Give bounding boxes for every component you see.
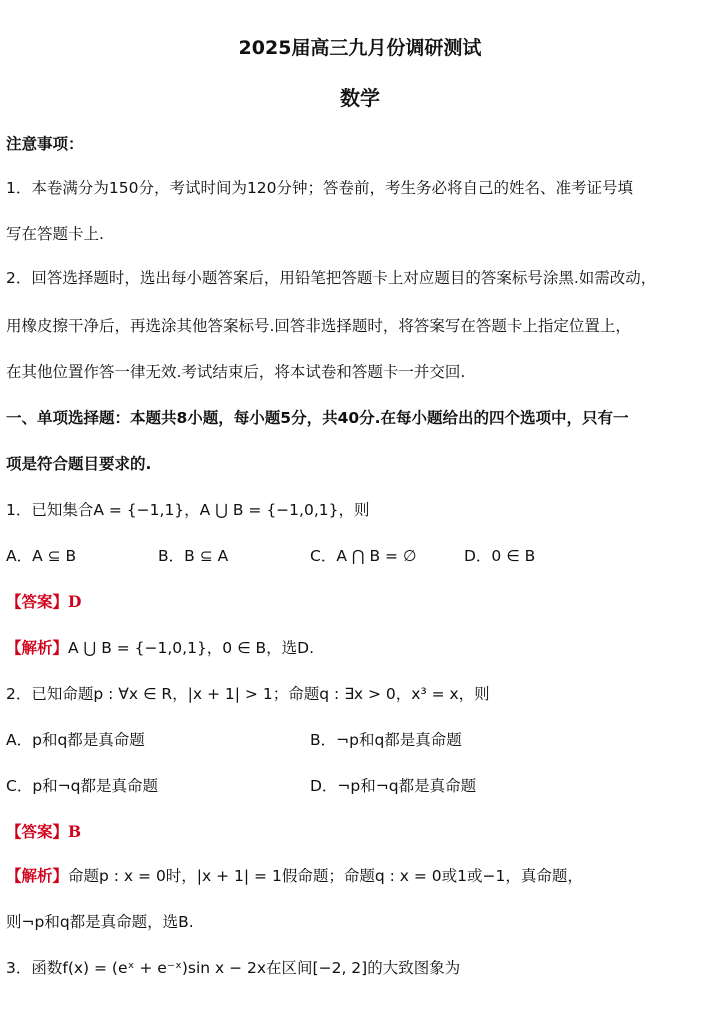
analysis-tag: 【解析】 [6, 867, 69, 885]
option-a: A．A ⊆ B [6, 547, 77, 565]
exam-title: 2025届高三九月份调研测试 [238, 37, 482, 59]
option-b: B．¬p和q都是真命题 [310, 731, 462, 749]
option-a: A．p和q都是真命题 [6, 731, 145, 749]
answer-tag: 【答案】 [6, 593, 69, 611]
option-b: B．B ⊆ A [158, 547, 229, 565]
answer-value: B [68, 822, 82, 841]
notice-line: 写在答题卡上. [6, 225, 104, 243]
question-1-answer [6, 590, 714, 614]
option-d: D．0 ∈ B [464, 547, 536, 565]
question-2-analysis [6, 864, 714, 888]
analysis-tag: 【解析】 [6, 639, 69, 657]
notice-line: 1．本卷满分为150分，考试时间为120分钟；答卷前，考生务必将自己的姓名、准考证号填 [6, 179, 634, 197]
option-c: C．A ⋂ B = ∅ [310, 547, 417, 565]
option-c: C．p和¬q都是真命题 [6, 777, 158, 795]
question-2-stem: 2．已知命题p : ∀x ∈ R，|x + 1| > 1；命题q : ∃x > 0，x³ = x，则 [6, 685, 490, 703]
question-1-stem: 1．已知集合A = {−1,1}，A ⋃ B = {−1,0,1}，则 [6, 501, 370, 519]
notice-line: 用橡皮擦干净后，再选涂其他答案标号.回答非选择题时，将答案写在答题卡上指定位置上， [6, 317, 631, 335]
question-2-analysis-cont: 则¬p和q都是真命题，选B. [6, 913, 194, 931]
section-heading: 一、单项选择题：本题共8小题，每小题5分，共40分.在每小题给出的四个选项中，只有一 [6, 409, 629, 427]
answer-tag: 【答案】 [6, 823, 69, 841]
option-d: D．¬p和¬q都是真命题 [310, 777, 477, 795]
analysis-text: 命题p : x = 0时，|x + 1| = 1假命题；命题q : x = 0或1或−1，真命题， [68, 867, 583, 885]
notice-line: 在其他位置作答一律无效.考试结束后，将本试卷和答题卡一并交回. [6, 363, 466, 381]
analysis-text: A ⋃ B = {−1,0,1}，0 ∈ B，选D. [68, 639, 315, 657]
exam-subject: 数学 [340, 86, 380, 110]
question-1-analysis [6, 636, 714, 660]
notice-line: 2．回答选择题时，选出每小题答案后，用铅笔把答题卡上对应题目的答案标号涂黑.如需改动， [6, 269, 657, 287]
question-3-stem: 3．函数f(x) = (eˣ + e⁻ˣ)sin x − 2x在区间[−2, 2]的大致图象为 [6, 959, 461, 977]
section-heading-cont: 项是符合题目要求的. [6, 455, 152, 473]
answer-value: D [68, 592, 82, 611]
notice-heading: 注意事项： [6, 135, 84, 153]
question-2-answer [6, 820, 714, 844]
